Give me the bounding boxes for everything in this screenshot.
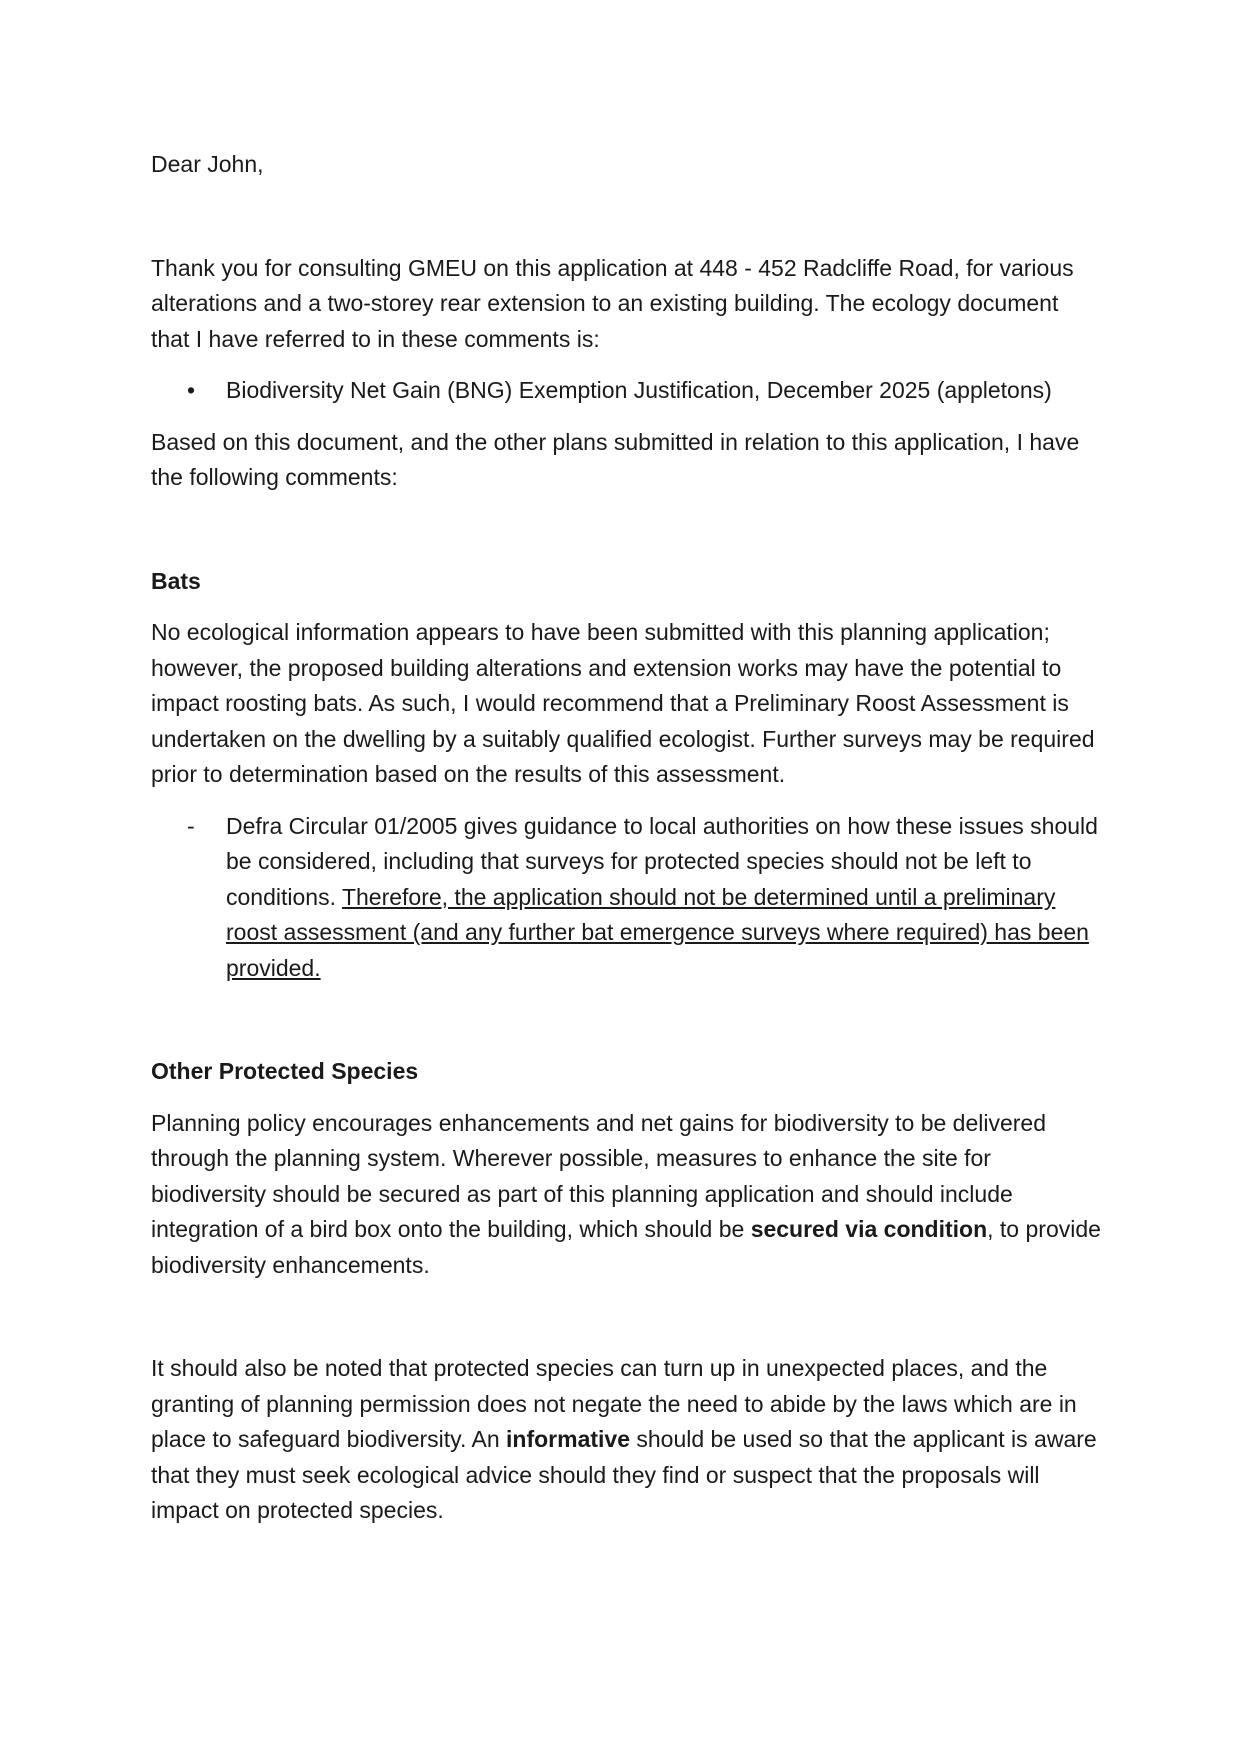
list-item xyxy=(151,373,1101,409)
enhancement-paragraph xyxy=(151,1106,1101,1284)
bats-point-list xyxy=(151,809,1101,987)
based-on-paragraph: Based on this document, and the other plans submitted in relation to this application, I have the following comments: xyxy=(151,428,1080,490)
section-heading-other-species: Other Protected Species xyxy=(151,1058,419,1084)
bats-paragraph: No ecological information appears to have been submitted with this planning application; however, the proposed building alterations and extension works may have the potential to impact roosting bats. As such, I would recommend that a Preliminary Roost Assessment is undertaken on the dwelling by a suitably qualified ecologist. Further surveys may be required prior to determination based on the results of this assessment. xyxy=(151,619,1095,787)
enhancement-text-end: , to provide biodiversity enhancements. xyxy=(151,1216,1101,1278)
bats-point-underlined: Therefore, the application should not be determined until a preliminary roost assessment (and any further bat emergence surveys where required) has been provided. xyxy=(226,883,1089,981)
dash-icon: - xyxy=(187,812,195,839)
intro-paragraph: Thank you for consulting GMEU on this application at 448 - 452 Radcliffe Road, for various alterations and a two-storey rear extension to an existing building. The ecology document that I have referred to in these comments is: xyxy=(151,254,1074,352)
enhancement-text-start: Planning policy encourages enhancements and net gains for biodiversity to be delivered through the planning system. Wherever possible, measures to enhance the site for biodiversity should be secured as part of this planning application and should include integration of a bird box onto the building, which should be xyxy=(151,1109,1047,1242)
letter-body xyxy=(151,147,1101,1529)
bats-point-text: Defra Circular 01/2005 gives guidance to local authorities on how these issues should be considered, including that surveys for protected species should not be left to conditions. xyxy=(226,812,1098,910)
salutation: Dear John, xyxy=(151,151,264,177)
enhancement-bold: secured via condition xyxy=(750,1216,988,1242)
informative-text-end: should be used so that the applicant is aware that they must seek ecological advice should they find or suspect that the proposals will impact on protected species. xyxy=(151,1426,1097,1523)
list-item xyxy=(151,809,1101,987)
informative-bold: informative xyxy=(506,1426,630,1452)
bullet-icon: • xyxy=(187,377,196,403)
informative-paragraph xyxy=(151,1351,1101,1529)
section-heading-bats: Bats xyxy=(151,567,201,594)
list-item-text: Biodiversity Net Gain (BNG) Exemption Justification, December 2025 (appletons) xyxy=(226,377,1052,403)
informative-text-start: It should also be noted that protected species can turn up in unexpected places, and the granting of planning permission does not negate the need to abide by the laws which are in place to safeguard biodiversity. An xyxy=(151,1355,1077,1452)
document-list xyxy=(151,373,1101,409)
